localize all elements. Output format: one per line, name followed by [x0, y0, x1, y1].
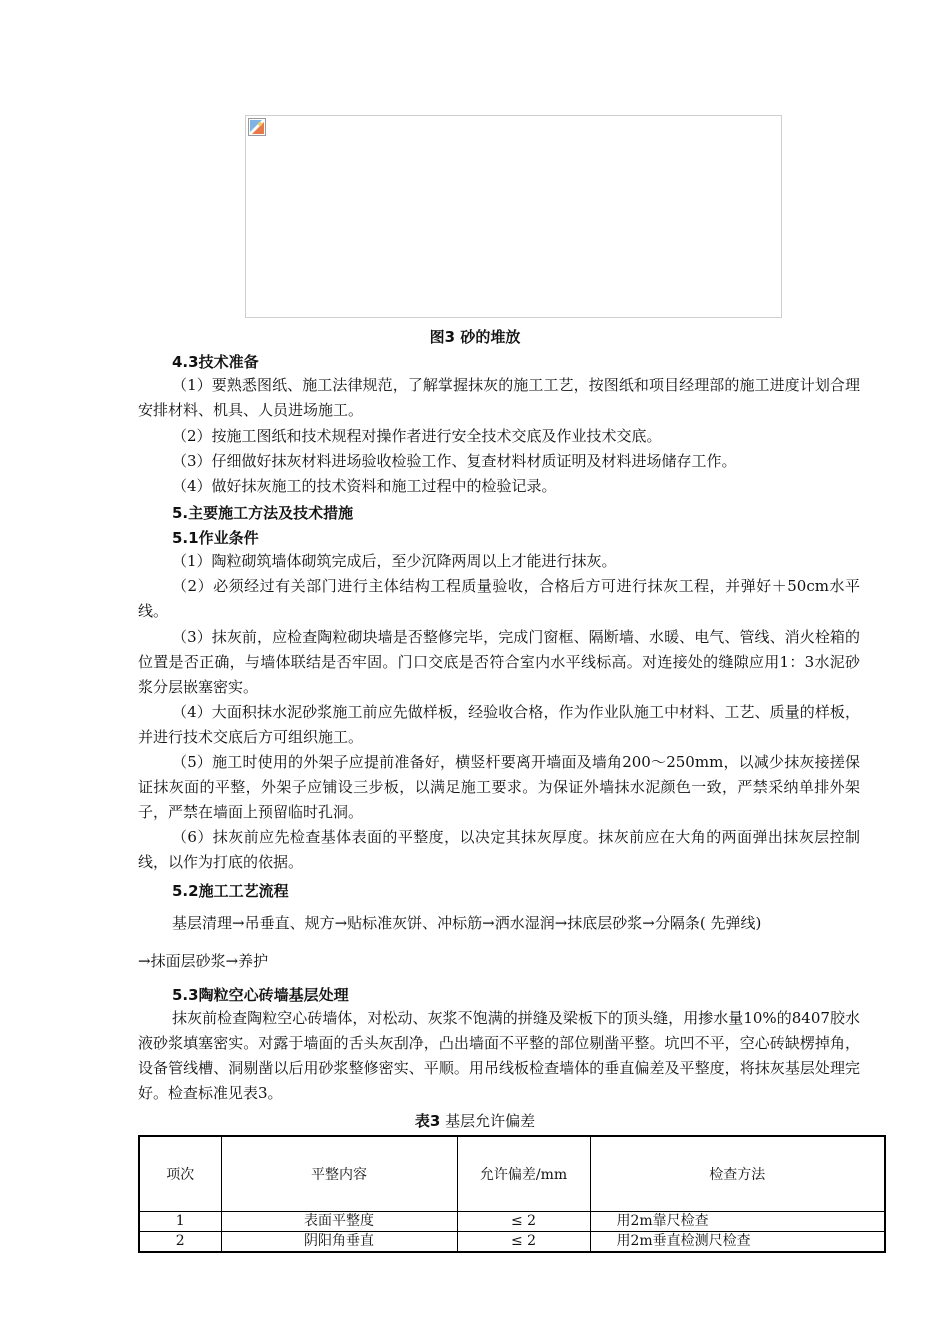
figure-caption: 图3 砂的堆放: [429, 328, 521, 346]
paragraph: （2）必须经过有关部门进行主体结构工程质量验收，合格后方可进行抹灰工程，并弹好＋50cm水平线。: [138, 577, 860, 620]
header-cell: 平整内容: [221, 1136, 457, 1212]
table-caption-number: 表3: [414, 1112, 441, 1130]
header-cell: 检查方法: [590, 1136, 885, 1212]
paragraph: （4）做好抹灰施工的技术资料和施工过程中的检验记录。: [172, 477, 557, 495]
section-5-2-heading: 5.2施工工艺流程: [172, 882, 289, 900]
paragraph: （6）抹灰前应先检查基体表面的平整度，以决定其抹灰厚度。抹灰前应在大角的两面弹出抹灰层控制线，以作为打底的依据。: [138, 828, 860, 871]
paragraph: （1）要熟悉图纸、施工法律规范，了解掌握抹灰的施工工艺，按图纸和项目经理部的施工进度计划合理安排材料、机具、人员进场施工。: [138, 376, 860, 419]
paragraph: 抹灰前检查陶粒空心砖墙体，对松动、灰浆不饱满的拼缝及梁板下的顶头缝，用掺水量10%的8407胶水液砂浆填塞密实。对露于墙面的舌头灰刮净，凸出墙面不平整的部位剔凿平整。坑凹不平，空心砖缺楞掉角，设备管线槽、洞剔凿以后用砂浆整修密实、平顺。用吊线板检查墙体的垂直偏差及平整度，将抹灰基层处理完好。检查标准见表3。: [138, 1009, 860, 1102]
table-cell: 表面平整度: [221, 1212, 457, 1232]
table-cell: 1: [139, 1212, 221, 1232]
broken-image-icon: [248, 118, 266, 136]
table-caption: [0, 1110, 950, 1131]
figure-image-placeholder: [245, 115, 782, 318]
process-flow-line: 基层清理→吊垂直、规方→贴标准灰饼、冲标筋→洒水湿润→抹底层砂浆→分隔条( 先弹线): [172, 914, 762, 932]
paragraph: （2）按施工图纸和技术规程对操作者进行安全技术交底及作业技术交底。: [172, 427, 662, 445]
section-5-heading: 5.主要施工方法及技术措施: [172, 504, 354, 522]
table-cell: 用2m靠尺检查: [590, 1212, 885, 1232]
paragraph: （3）仔细做好抹灰材料进场验收检验工作、复查材料材质证明及材料进场储存工作。: [172, 452, 737, 470]
table-row: [139, 1212, 885, 1232]
table-cell: 阴阳角垂直: [221, 1232, 457, 1253]
table-cell: 2: [139, 1232, 221, 1253]
deviation-table: [138, 1135, 886, 1253]
paragraph: （4）大面积抹水泥砂浆施工前应先做样板，经验收合格，作为作业队施工中材料、工艺、质量的样板，并进行技术交底后方可组织施工。: [138, 703, 860, 746]
section-5-3-heading: 5.3陶粒空心砖墙基层处理: [172, 986, 349, 1004]
paragraph: （3）抹灰前，应检查陶粒砌块墙是否整修完毕，完成门窗框、隔断墙、水暖、电气、管线、消火栓箱的位置是否正确，与墙体联结是否牢固。门口交底是否符合室内水平线标高。对连接处的缝隙应用1：3水泥砂浆分层嵌塞密实。: [138, 628, 860, 696]
table-cell: 用2m垂直检测尺检查: [590, 1232, 885, 1253]
section-5-1-heading: 5.1作业条件: [172, 529, 259, 547]
paragraph: （1）陶粒砌筑墙体砌筑完成后，至少沉降两周以上才能进行抹灰。: [172, 552, 617, 570]
table-caption-text: 基层允许偏差: [440, 1112, 536, 1130]
process-flow-line: →抹面层砂浆→养护: [138, 952, 269, 970]
paragraph: （5）施工时使用的外架子应提前准备好，横竖杆要离开墙面及墙角200～250mm，以减少抹灰接搓保证抹灰面的平整，外架子应铺设三步板，以满足施工要求。为保证外墙抹水泥颜色一致，严禁采纳单排外架子，严禁在墙面上预留临时孔洞。: [138, 753, 860, 821]
table-cell: ≤ 2: [457, 1212, 590, 1232]
table-row: [139, 1232, 885, 1253]
header-cell: 项次: [139, 1136, 221, 1212]
section-4-3-heading: 4.3技术准备: [172, 353, 259, 371]
header-cell: 允许偏差/mm: [457, 1136, 590, 1212]
table-header-row: [139, 1136, 885, 1212]
table-cell: ≤ 2: [457, 1232, 590, 1253]
